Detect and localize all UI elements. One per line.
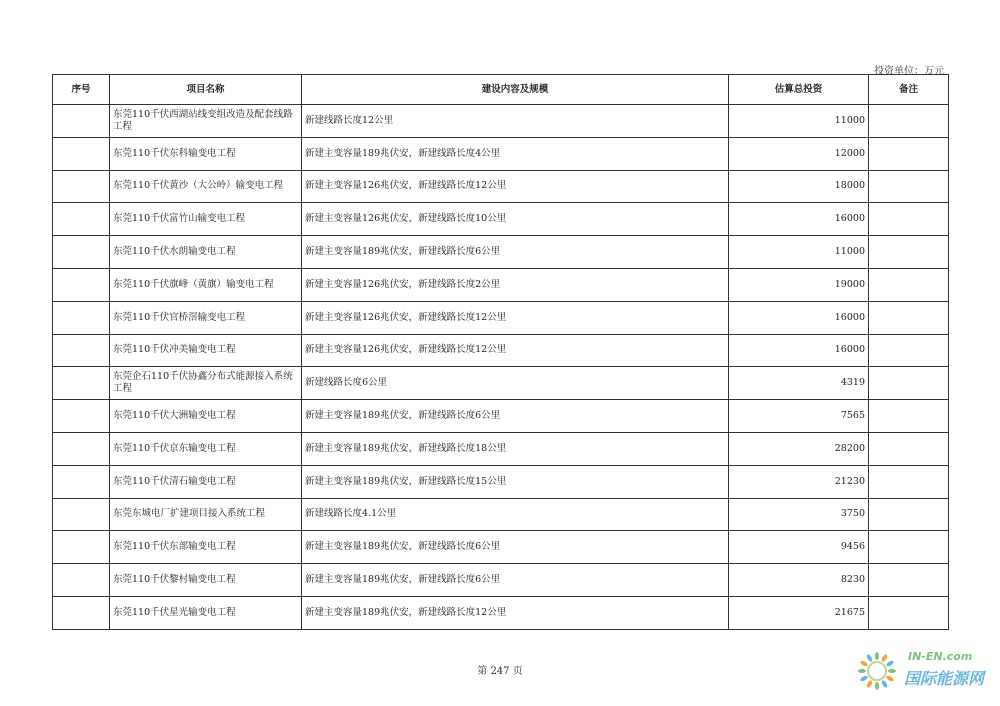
table-row xyxy=(53,203,949,236)
content-scale-cell: 新建主变容量189兆伏安，新建线路长度6公里 xyxy=(302,236,729,269)
seq-cell xyxy=(53,400,110,433)
content-scale-cell: 新建主变容量189兆伏安，新建线路长度6公里 xyxy=(302,531,729,564)
note-cell xyxy=(869,170,949,203)
seq-cell xyxy=(53,334,110,367)
note-cell xyxy=(869,203,949,236)
content-scale-cell: 新建主变容量126兆伏安，新建线路长度2公里 xyxy=(302,268,729,301)
project-name-cell: 东莞110千伏官桥滘输变电工程 xyxy=(110,301,302,334)
note-cell xyxy=(869,432,949,465)
investment-cell: 18000 xyxy=(729,170,869,203)
table-row xyxy=(53,236,949,269)
seq-cell xyxy=(53,301,110,334)
table-row xyxy=(53,400,949,433)
content-scale-cell: 新建主变容量126兆伏安，新建线路长度12公里 xyxy=(302,334,729,367)
content-scale-cell: 新建线路长度6公里 xyxy=(302,367,729,400)
seq-cell xyxy=(53,531,110,564)
table-row xyxy=(53,105,949,138)
investment-cell: 12000 xyxy=(729,137,869,170)
investment-unit-note: 投资单位：万元 xyxy=(874,66,944,77)
header-note: 备注 xyxy=(869,75,949,105)
seq-cell xyxy=(53,105,110,138)
project-name-cell: 东莞110千伏西湖站线变组改造及配套线路工程 xyxy=(110,105,302,138)
project-name-cell: 东莞110千伏京东输变电工程 xyxy=(110,432,302,465)
note-cell xyxy=(869,564,949,597)
investment-cell: 16000 xyxy=(729,203,869,236)
note-cell xyxy=(869,105,949,138)
investment-cell: 28200 xyxy=(729,432,869,465)
project-name-cell: 东莞110千伏东科输变电工程 xyxy=(110,137,302,170)
table-row xyxy=(53,465,949,498)
note-cell xyxy=(869,137,949,170)
project-name-cell: 东莞110千伏水朗输变电工程 xyxy=(110,236,302,269)
table-row xyxy=(53,531,949,564)
content-scale-cell: 新建主变容量189兆伏安，新建线路长度6公里 xyxy=(302,400,729,433)
header-project-name: 项目名称 xyxy=(110,75,302,105)
content-scale-cell: 新建主变容量189兆伏安，新建线路长度18公里 xyxy=(302,432,729,465)
note-cell xyxy=(869,498,949,531)
table-row xyxy=(53,596,949,629)
content-scale-cell: 新建线路长度4.1公里 xyxy=(302,498,729,531)
note-cell xyxy=(869,400,949,433)
note-cell xyxy=(869,465,949,498)
header-seq: 序号 xyxy=(53,75,110,105)
investment-cell: 8230 xyxy=(729,564,869,597)
content-scale-cell: 新建主变容量126兆伏安，新建线路长度12公里 xyxy=(302,170,729,203)
seq-cell xyxy=(53,203,110,236)
header-content-scale: 建设内容及规模 xyxy=(302,75,729,105)
table-row xyxy=(53,301,949,334)
header-total-investment: 估算总投资 xyxy=(729,75,869,105)
logo-petal xyxy=(886,660,895,667)
note-cell xyxy=(869,301,949,334)
watermark-en-text: IN-EN.com xyxy=(908,650,973,663)
table-row xyxy=(53,498,949,531)
logo-petal xyxy=(866,680,873,689)
note-cell xyxy=(869,334,949,367)
project-name-cell: 东莞110千伏旗峰（黄旗）输变电工程 xyxy=(110,268,302,301)
investment-cell: 19000 xyxy=(729,268,869,301)
seq-cell xyxy=(53,564,110,597)
seq-cell xyxy=(53,498,110,531)
project-name-cell: 东莞企石110千伏协鑫分布式能源接入系统工程 xyxy=(110,367,302,400)
investment-cell: 21230 xyxy=(729,465,869,498)
investment-cell: 9456 xyxy=(729,531,869,564)
logo-petal xyxy=(888,669,896,673)
project-name-cell: 东莞110千伏黄沙（大公岭）输变电工程 xyxy=(110,170,302,203)
project-name-cell: 东莞110千伏东部输变电工程 xyxy=(110,531,302,564)
project-name-cell: 东莞110千伏富竹山输变电工程 xyxy=(110,203,302,236)
in-en-logo-icon xyxy=(852,646,902,696)
page-number: 第 247 页 xyxy=(477,666,523,677)
investment-cell: 16000 xyxy=(729,301,869,334)
investment-cell: 4319 xyxy=(729,367,869,400)
watermark-cn-text: 国际能源网 xyxy=(904,669,985,688)
project-name-cell: 东莞110千伏黎村输变电工程 xyxy=(110,564,302,597)
table-row xyxy=(53,564,949,597)
investment-cell: 21675 xyxy=(729,596,869,629)
seq-cell xyxy=(53,465,110,498)
table-row xyxy=(53,268,949,301)
note-cell xyxy=(869,596,949,629)
investment-cell: 11000 xyxy=(729,105,869,138)
seq-cell xyxy=(53,367,110,400)
table-row xyxy=(53,432,949,465)
table-header-row xyxy=(53,75,949,105)
table-row xyxy=(53,137,949,170)
watermark xyxy=(852,644,992,698)
project-name-cell: 东莞110千伏冲美输变电工程 xyxy=(110,334,302,367)
table-body xyxy=(53,105,949,630)
logo-petal xyxy=(881,680,888,689)
project-table xyxy=(52,74,949,630)
content-scale-cell: 新建主变容量189兆伏安，新建线路长度4公里 xyxy=(302,137,729,170)
note-cell xyxy=(869,367,949,400)
content-scale-cell: 新建主变容量189兆伏安，新建线路长度15公里 xyxy=(302,465,729,498)
seq-cell xyxy=(53,137,110,170)
investment-cell: 11000 xyxy=(729,236,869,269)
project-name-cell: 东莞110千伏星光输变电工程 xyxy=(110,596,302,629)
table-row xyxy=(53,367,949,400)
seq-cell xyxy=(53,236,110,269)
content-scale-cell: 新建线路长度12公里 xyxy=(302,105,729,138)
logo-petal xyxy=(860,660,869,667)
table-row xyxy=(53,170,949,203)
table-row xyxy=(53,334,949,367)
investment-cell: 3750 xyxy=(729,498,869,531)
logo-petal xyxy=(875,682,879,690)
content-scale-cell: 新建主变容量126兆伏安，新建线路长度12公里 xyxy=(302,301,729,334)
project-name-cell: 东莞110千伏大洲输变电工程 xyxy=(110,400,302,433)
project-name-cell: 东莞110千伏清石输变电工程 xyxy=(110,465,302,498)
note-cell xyxy=(869,268,949,301)
investment-cell: 7565 xyxy=(729,400,869,433)
logo-petal xyxy=(866,654,873,663)
seq-cell xyxy=(53,432,110,465)
logo-petal xyxy=(858,669,866,673)
logo-petal xyxy=(875,652,879,660)
seq-cell xyxy=(53,268,110,301)
project-name-cell: 东莞东城电厂扩建项目接入系统工程 xyxy=(110,498,302,531)
investment-cell: 16000 xyxy=(729,334,869,367)
note-cell xyxy=(869,236,949,269)
logo-petal xyxy=(860,675,869,682)
logo-petal xyxy=(886,675,895,682)
seq-cell xyxy=(53,170,110,203)
content-scale-cell: 新建主变容量189兆伏安，新建线路长度12公里 xyxy=(302,596,729,629)
logo-petal xyxy=(881,654,888,663)
content-scale-cell: 新建主变容量126兆伏安，新建线路长度10公里 xyxy=(302,203,729,236)
note-cell xyxy=(869,531,949,564)
content-scale-cell: 新建主变容量189兆伏安，新建线路长度6公里 xyxy=(302,564,729,597)
seq-cell xyxy=(53,596,110,629)
